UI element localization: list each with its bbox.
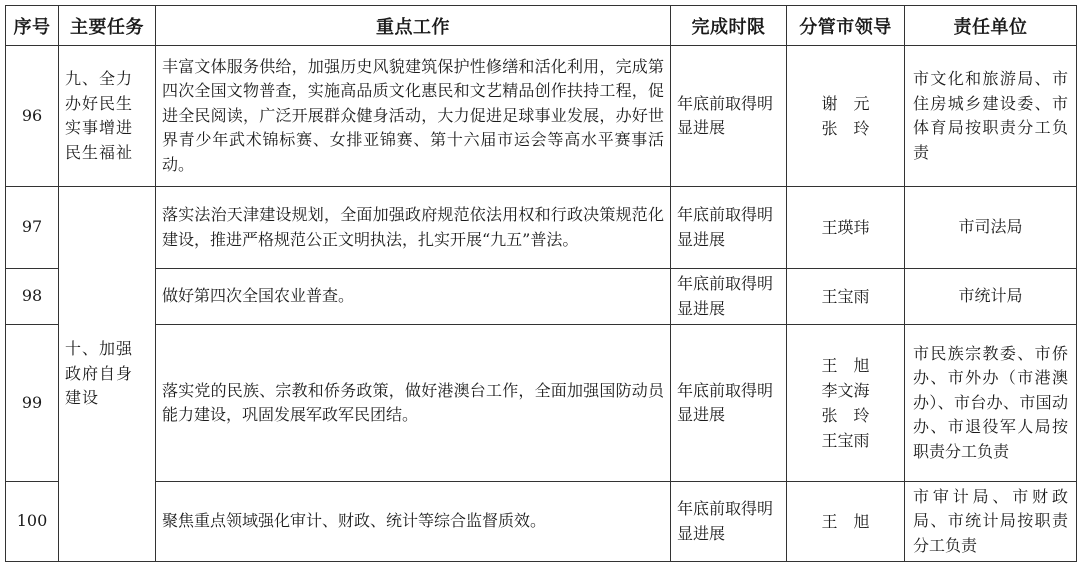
- leader-cell: [787, 269, 905, 325]
- task-category: 九、全力办好民生实事增进民生福祉: [59, 46, 156, 187]
- key-tasks-table: [5, 5, 1077, 562]
- leader-name: 王 旭: [821, 512, 870, 531]
- key-work-text: 丰富文体服务供给，加强历史风貌建筑保护性修缮和活化利用，完成第四次全国文物普查，实施高品质文化惠民和文艺精品创作扶持工程，促进全民阅读，广泛开展群众健身活动，大力促进足球事业发展，办好世界青少年武术锦标赛、女排亚锦赛、第十六届市运会等高水平赛事活动。: [156, 46, 671, 187]
- key-work-text: 做好第四次全国农业普查。: [156, 269, 671, 325]
- leader-name: 王 旭: [821, 356, 870, 375]
- key-work-text: 落实法治天津建设规划，全面加强政府规范依法用权和行政决策规范化建设，推进严格规范公正文明执法，扎实开展“九五”普法。: [156, 187, 671, 269]
- leader-cell: [787, 187, 905, 269]
- header-task: 主要任务: [59, 6, 156, 46]
- row-number: 100: [6, 482, 59, 562]
- table-row: [6, 269, 1077, 325]
- leader-name: 谢 元: [821, 94, 870, 113]
- leader-cell: [787, 325, 905, 482]
- responsible-unit: 市统计局: [905, 269, 1077, 325]
- leader-name: 张 玲: [821, 406, 870, 425]
- responsible-unit: 市民族宗教委、市侨办、市外办（市港澳办）、市台办、市国动办、市退役军人局按职责分工负责: [905, 325, 1077, 482]
- leader-name: 王宝雨: [821, 287, 870, 306]
- deadline-text: 年底前取得明显进展: [671, 269, 787, 325]
- task-category: 十、加强政府自身建设: [59, 187, 156, 562]
- leader-name: 王宝雨: [821, 431, 870, 450]
- table-row: [6, 482, 1077, 562]
- key-work-text: 落实党的民族、宗教和侨务政策，做好港澳台工作，全面加强国防动员能力建设，巩固发展军政军民团结。: [156, 325, 671, 482]
- deadline-text: 年底前取得明显进展: [671, 187, 787, 269]
- responsible-unit: 市司法局: [905, 187, 1077, 269]
- leader-name: 张 玲: [821, 119, 870, 138]
- table-row: [6, 187, 1077, 269]
- table-row: [6, 325, 1077, 482]
- deadline-text: 年底前取得明显进展: [671, 325, 787, 482]
- table-row: [6, 46, 1077, 187]
- header-leader: 分管市领导: [787, 6, 905, 46]
- row-number: 96: [6, 46, 59, 187]
- key-work-text: 聚焦重点领域强化审计、财政、统计等综合监督质效。: [156, 482, 671, 562]
- header-deadline: 完成时限: [671, 6, 787, 46]
- row-number: 98: [6, 269, 59, 325]
- leader-name: 王瑛玮: [821, 218, 870, 237]
- header-work: 重点工作: [156, 6, 671, 46]
- leader-cell: [787, 482, 905, 562]
- header-row: [6, 6, 1077, 46]
- responsible-unit: 市文化和旅游局、市住房城乡建设委、市体育局按职责分工负责: [905, 46, 1077, 187]
- deadline-text: 年底前取得明显进展: [671, 482, 787, 562]
- responsible-unit: 市审计局、市财政局、市统计局按职责分工负责: [905, 482, 1077, 562]
- row-number: 97: [6, 187, 59, 269]
- header-unit: 责任单位: [905, 6, 1077, 46]
- leader-cell: [787, 46, 905, 187]
- leader-name: 李文海: [821, 381, 870, 400]
- deadline-text: 年底前取得明显进展: [671, 46, 787, 187]
- header-no: 序号: [6, 6, 59, 46]
- row-number: 99: [6, 325, 59, 482]
